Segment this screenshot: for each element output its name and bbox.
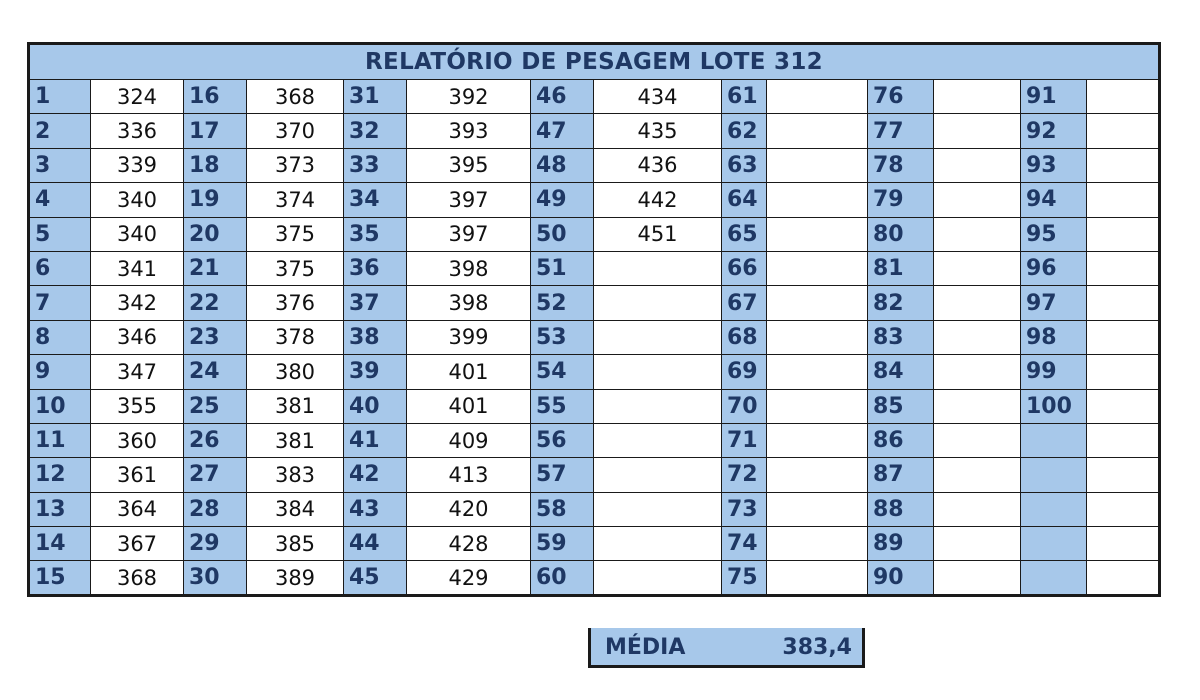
animal-number-cell: 10 (29, 389, 91, 423)
weight-cell (767, 561, 868, 595)
animal-number-cell: 42 (344, 458, 407, 492)
weight-cell (594, 251, 722, 285)
animal-number-cell: 19 (184, 183, 247, 217)
animal-number-cell: 61 (722, 80, 767, 114)
animal-number-cell: 38 (344, 320, 407, 354)
weight-cell (1087, 389, 1160, 423)
table-row (29, 355, 1160, 389)
weight-cell (594, 355, 722, 389)
weight-cell: 367 (91, 527, 184, 561)
weight-cell: 375 (247, 251, 344, 285)
weight-cell: 374 (247, 183, 344, 217)
weight-cell: 368 (247, 80, 344, 114)
weight-cell (934, 183, 1021, 217)
weight-cell: 340 (91, 183, 184, 217)
weight-cell (594, 492, 722, 526)
weight-cell: 384 (247, 492, 344, 526)
animal-number-cell: 100 (1021, 389, 1087, 423)
animal-number-cell (1021, 458, 1087, 492)
animal-number-cell: 29 (184, 527, 247, 561)
animal-number-cell: 80 (868, 217, 934, 251)
animal-number-cell: 87 (868, 458, 934, 492)
animal-number-cell: 16 (184, 80, 247, 114)
weighing-report-table (27, 42, 1161, 597)
weight-cell: 373 (247, 148, 344, 182)
animal-number-cell: 64 (722, 183, 767, 217)
animal-number-cell: 39 (344, 355, 407, 389)
animal-number-cell: 18 (184, 148, 247, 182)
animal-number-cell: 51 (531, 251, 594, 285)
animal-number-cell: 12 (29, 458, 91, 492)
animal-number-cell: 59 (531, 527, 594, 561)
weight-cell: 324 (91, 80, 184, 114)
animal-number-cell: 88 (868, 492, 934, 526)
animal-number-cell: 21 (184, 251, 247, 285)
animal-number-cell: 44 (344, 527, 407, 561)
animal-number-cell: 90 (868, 561, 934, 595)
weight-cell (1087, 183, 1160, 217)
weight-cell: 378 (247, 320, 344, 354)
animal-number-cell: 99 (1021, 355, 1087, 389)
animal-number-cell: 41 (344, 423, 407, 457)
weight-cell (767, 527, 868, 561)
animal-number-cell: 54 (531, 355, 594, 389)
weight-cell (1087, 320, 1160, 354)
animal-number-cell: 8 (29, 320, 91, 354)
weight-cell (594, 561, 722, 595)
weight-cell: 361 (91, 458, 184, 492)
animal-number-cell: 45 (344, 561, 407, 595)
animal-number-cell: 2 (29, 114, 91, 148)
animal-number-cell: 70 (722, 389, 767, 423)
animal-number-cell: 78 (868, 148, 934, 182)
animal-number-cell: 98 (1021, 320, 1087, 354)
weight-cell: 398 (407, 286, 531, 320)
weight-cell (767, 492, 868, 526)
animal-number-cell: 22 (184, 286, 247, 320)
weight-cell (1087, 458, 1160, 492)
weight-cell (934, 114, 1021, 148)
weight-cell (1087, 114, 1160, 148)
animal-number-cell (1021, 492, 1087, 526)
weight-cell (934, 527, 1021, 561)
animal-number-cell: 52 (531, 286, 594, 320)
animal-number-cell: 46 (531, 80, 594, 114)
weight-cell (934, 148, 1021, 182)
animal-number-cell: 25 (184, 389, 247, 423)
weight-cell (934, 355, 1021, 389)
weight-cell: 346 (91, 320, 184, 354)
weight-cell (934, 492, 1021, 526)
animal-number-cell (1021, 423, 1087, 457)
weight-cell (934, 286, 1021, 320)
animal-number-cell: 84 (868, 355, 934, 389)
animal-number-cell: 73 (722, 492, 767, 526)
weight-cell (934, 423, 1021, 457)
animal-number-cell: 34 (344, 183, 407, 217)
animal-number-cell: 20 (184, 217, 247, 251)
weight-cell (934, 561, 1021, 595)
animal-number-cell: 79 (868, 183, 934, 217)
animal-number-cell: 83 (868, 320, 934, 354)
table-row (29, 492, 1160, 526)
animal-number-cell: 33 (344, 148, 407, 182)
weight-cell: 428 (407, 527, 531, 561)
animal-number-cell: 24 (184, 355, 247, 389)
weight-cell (934, 80, 1021, 114)
animal-number-cell: 86 (868, 423, 934, 457)
average-box (588, 628, 865, 668)
weight-cell (934, 320, 1021, 354)
weight-cell: 347 (91, 355, 184, 389)
weight-cell (767, 114, 868, 148)
weight-cell (767, 251, 868, 285)
table-row (29, 423, 1160, 457)
animal-number-cell: 5 (29, 217, 91, 251)
weight-cell (767, 320, 868, 354)
animal-number-cell: 55 (531, 389, 594, 423)
weight-cell: 398 (407, 251, 531, 285)
weight-cell: 395 (407, 148, 531, 182)
weight-cell: 409 (407, 423, 531, 457)
animal-number-cell: 93 (1021, 148, 1087, 182)
animal-number-cell: 35 (344, 217, 407, 251)
animal-number-cell: 69 (722, 355, 767, 389)
weight-cell: 436 (594, 148, 722, 182)
weight-cell: 451 (594, 217, 722, 251)
weight-cell (1087, 561, 1160, 595)
animal-number-cell: 3 (29, 148, 91, 182)
weight-cell (767, 423, 868, 457)
weight-cell (594, 286, 722, 320)
weight-cell: 392 (407, 80, 531, 114)
weight-cell (594, 527, 722, 561)
weight-cell: 368 (91, 561, 184, 595)
weight-cell: 380 (247, 355, 344, 389)
table-row (29, 389, 1160, 423)
animal-number-cell: 17 (184, 114, 247, 148)
animal-number-cell: 71 (722, 423, 767, 457)
animal-number-cell: 23 (184, 320, 247, 354)
weight-cell (1087, 527, 1160, 561)
weight-cell (1087, 217, 1160, 251)
weight-cell (1087, 251, 1160, 285)
animal-number-cell: 7 (29, 286, 91, 320)
animal-number-cell: 49 (531, 183, 594, 217)
animal-number-cell: 65 (722, 217, 767, 251)
weight-cell (1087, 355, 1160, 389)
weight-cell: 397 (407, 217, 531, 251)
animal-number-cell: 67 (722, 286, 767, 320)
weight-cell: 429 (407, 561, 531, 595)
title-row (29, 44, 1160, 80)
animal-number-cell: 28 (184, 492, 247, 526)
weight-cell (767, 458, 868, 492)
animal-number-cell: 11 (29, 423, 91, 457)
animal-number-cell: 60 (531, 561, 594, 595)
animal-number-cell: 32 (344, 114, 407, 148)
weight-cell (934, 217, 1021, 251)
weight-cell (767, 355, 868, 389)
weight-cell (934, 251, 1021, 285)
animal-number-cell: 62 (722, 114, 767, 148)
animal-number-cell (1021, 527, 1087, 561)
animal-number-cell: 9 (29, 355, 91, 389)
weight-cell: 355 (91, 389, 184, 423)
weight-cell: 336 (91, 114, 184, 148)
animal-number-cell: 57 (531, 458, 594, 492)
animal-number-cell: 75 (722, 561, 767, 595)
weight-cell: 376 (247, 286, 344, 320)
animal-number-cell: 48 (531, 148, 594, 182)
weight-cell: 397 (407, 183, 531, 217)
weight-cell (934, 458, 1021, 492)
weight-cell: 385 (247, 527, 344, 561)
animal-number-cell: 89 (868, 527, 934, 561)
weight-cell (1087, 492, 1160, 526)
weight-cell: 401 (407, 355, 531, 389)
weight-cell: 364 (91, 492, 184, 526)
weight-cell (594, 389, 722, 423)
animal-number-cell: 97 (1021, 286, 1087, 320)
weight-cell (934, 389, 1021, 423)
animal-number-cell: 37 (344, 286, 407, 320)
animal-number-cell: 76 (868, 80, 934, 114)
animal-number-cell: 47 (531, 114, 594, 148)
animal-number-cell: 40 (344, 389, 407, 423)
animal-number-cell: 92 (1021, 114, 1087, 148)
animal-number-cell: 14 (29, 527, 91, 561)
table-row (29, 286, 1160, 320)
weight-cell (767, 148, 868, 182)
animal-number-cell: 96 (1021, 251, 1087, 285)
weight-cell (767, 217, 868, 251)
animal-number-cell: 94 (1021, 183, 1087, 217)
weight-cell: 401 (407, 389, 531, 423)
table-row (29, 183, 1160, 217)
weight-cell: 442 (594, 183, 722, 217)
weight-cell (1087, 286, 1160, 320)
animal-number-cell: 91 (1021, 80, 1087, 114)
weight-cell (594, 423, 722, 457)
animal-number-cell: 36 (344, 251, 407, 285)
weight-cell: 360 (91, 423, 184, 457)
animal-number-cell: 68 (722, 320, 767, 354)
weight-cell: 434 (594, 80, 722, 114)
table-row (29, 80, 1160, 114)
animal-number-cell: 27 (184, 458, 247, 492)
weight-cell: 389 (247, 561, 344, 595)
weight-cell (767, 286, 868, 320)
weight-cell: 340 (91, 217, 184, 251)
weight-cell (1087, 148, 1160, 182)
animal-number-cell: 81 (868, 251, 934, 285)
weight-cell: 413 (407, 458, 531, 492)
animal-number-cell: 30 (184, 561, 247, 595)
table-row (29, 148, 1160, 182)
animal-number-cell: 66 (722, 251, 767, 285)
weight-cell: 381 (247, 389, 344, 423)
weight-cell: 420 (407, 492, 531, 526)
table-row (29, 114, 1160, 148)
animal-number-cell: 13 (29, 492, 91, 526)
weight-cell: 393 (407, 114, 531, 148)
weight-cell (767, 183, 868, 217)
table-row (29, 217, 1160, 251)
weight-cell: 381 (247, 423, 344, 457)
animal-number-cell: 72 (722, 458, 767, 492)
animal-number-cell: 50 (531, 217, 594, 251)
table-row (29, 251, 1160, 285)
animal-number-cell: 26 (184, 423, 247, 457)
animal-number-cell: 74 (722, 527, 767, 561)
animal-number-cell: 43 (344, 492, 407, 526)
table-row (29, 320, 1160, 354)
weight-cell: 341 (91, 251, 184, 285)
weight-cell: 399 (407, 320, 531, 354)
weight-cell (594, 458, 722, 492)
animal-number-cell: 77 (868, 114, 934, 148)
weight-cell (594, 320, 722, 354)
table-row (29, 458, 1160, 492)
animal-number-cell: 1 (29, 80, 91, 114)
weight-cell (767, 389, 868, 423)
weight-cell (767, 80, 868, 114)
report-title: RELATÓRIO DE PESAGEM LOTE 312 (29, 44, 1160, 80)
animal-number-cell: 6 (29, 251, 91, 285)
animal-number-cell (1021, 561, 1087, 595)
weight-cell: 342 (91, 286, 184, 320)
animal-number-cell: 53 (531, 320, 594, 354)
animal-number-cell: 56 (531, 423, 594, 457)
animal-number-cell: 82 (868, 286, 934, 320)
weight-cell (1087, 423, 1160, 457)
weight-cell: 435 (594, 114, 722, 148)
animal-number-cell: 95 (1021, 217, 1087, 251)
weight-cell: 375 (247, 217, 344, 251)
animal-number-cell: 4 (29, 183, 91, 217)
animal-number-cell: 31 (344, 80, 407, 114)
average-label: MÉDIA (605, 635, 686, 660)
weight-cell (1087, 80, 1160, 114)
table-row (29, 527, 1160, 561)
animal-number-cell: 15 (29, 561, 91, 595)
animal-number-cell: 85 (868, 389, 934, 423)
weight-cell: 370 (247, 114, 344, 148)
average-value: 383,4 (782, 635, 852, 660)
table-row (29, 561, 1160, 595)
animal-number-cell: 58 (531, 492, 594, 526)
weight-cell: 383 (247, 458, 344, 492)
weight-cell: 339 (91, 148, 184, 182)
animal-number-cell: 63 (722, 148, 767, 182)
